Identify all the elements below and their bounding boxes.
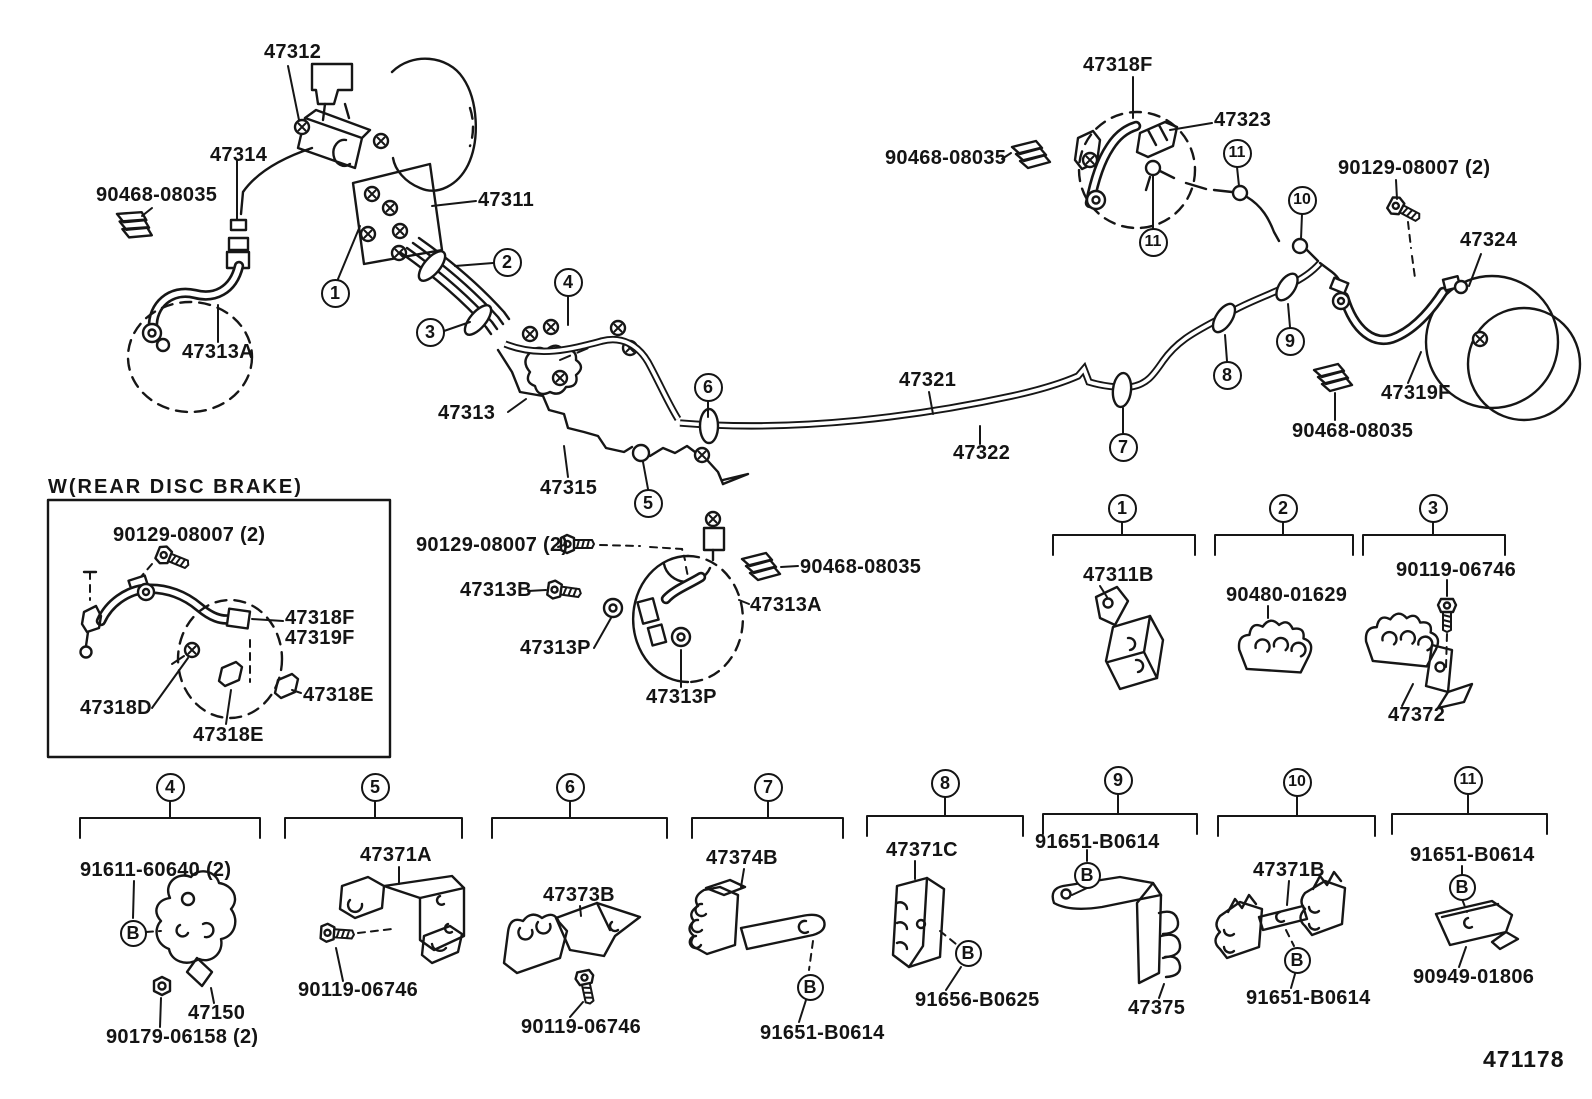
part-number-label: 91651-B0614 [1246,987,1371,1009]
callout-8: 8 [931,769,960,798]
rear-flex-hose-top-drawing [1002,77,1344,295]
part-number-label: 90179-06158 (2) [106,1026,259,1048]
callout-10: 10 [1283,768,1312,797]
part-number-label: 47311B [1083,564,1154,586]
part-number-label: 47371B [1253,859,1325,881]
b-marker: B [1074,862,1101,889]
callout-10: 10 [1288,186,1317,215]
part-number-label: 47319F [285,627,355,649]
part-number-label: 47321 [899,369,957,391]
part-number-label: 47311 [478,189,535,211]
part-number-label: 90129-08007 (2) [1338,157,1491,179]
part-number-label: 47323 [1214,109,1272,131]
part-number-label: 91651-B0614 [1035,831,1160,853]
part-number-label: 90468-08035 [1292,420,1414,442]
part-number-label: 47314 [210,144,268,166]
part-number-label: 90119-06746 [1396,559,1517,581]
b-marker: B [1449,874,1476,901]
callout-6: 6 [694,373,723,402]
legend-part-3-47372 [1362,580,1472,708]
part-number-label: 47313 [438,402,496,424]
part-number-label: 90119-06746 [521,1016,642,1038]
brake-booster-drawing [237,59,476,220]
part-number-label: 91656-B0625 [915,989,1040,1011]
part-number-label: 90468-08035 [96,184,218,206]
b-marker: B [1284,947,1311,974]
callout-5: 5 [361,773,390,802]
callout-8: 8 [1213,361,1242,390]
legend-part-9-47375 [1053,850,1180,998]
part-number-label: 47374B [706,847,778,869]
part-number-label: 47313P [520,637,591,659]
part-number-label: 47318E [193,724,264,746]
part-number-label: 47372 [1388,704,1446,726]
callout-6: 6 [556,773,585,802]
callout-9: 9 [1104,766,1133,795]
actuator-bracket-drawing [333,140,509,339]
part-number-label: 90949-01806 [1413,966,1535,988]
part-number-label: 47313B [460,579,532,601]
part-number-label: 47318E [303,684,374,706]
part-number-label: 47322 [953,442,1011,464]
part-number-label: 47371C [886,839,958,861]
callout-4: 4 [156,773,185,802]
part-number-label: 47150 [188,1002,246,1024]
inset-title: W(REAR DISC BRAKE) [48,476,303,498]
part-number-label: 91611-60640 (2) [80,859,232,881]
callout-11: 11 [1223,139,1252,168]
part-number-label: 90480-01629 [1226,584,1348,606]
part-number-label: 90468-08035 [800,556,922,578]
part-number-label: 47375 [1128,997,1186,1019]
callout-9: 9 [1276,327,1305,356]
legend-part-6-47373B [504,903,640,1017]
callout-5: 5 [634,489,663,518]
part-number-label: 47318D [80,697,152,719]
b-marker: B [120,920,147,947]
part-number-label: 47371A [360,844,432,866]
legend-part-10-47371B [1216,872,1346,988]
legend-part-5-47371A [320,867,464,981]
callout-2: 2 [493,248,522,277]
part-number-label: 47373B [543,884,615,906]
b-marker: B [797,974,824,1001]
part-number-label: 91651-B0614 [1410,844,1535,866]
callout-1: 1 [321,279,350,308]
part-number-label: 90129-08007 (2) [416,534,569,556]
part-number-label: 47313A [182,341,254,363]
part-number-label: 47318F [285,607,355,629]
part-number-label: 91651-B0614 [760,1022,885,1044]
legend-part-11-90949-01806 [1436,866,1518,967]
part-number-label: 90129-08007 (2) [113,524,266,546]
legend-part-2-90480-01629 [1236,606,1314,677]
callout-11: 11 [1139,228,1168,257]
part-number-label: 47324 [1460,229,1518,251]
part-number-label: 90468-08035 [885,147,1007,169]
legend-part-1-47311B [1096,586,1163,689]
callout-1: 1 [1108,494,1137,523]
part-number-label: 47313A [750,594,822,616]
callout-7: 7 [754,773,783,802]
callout-2: 2 [1269,494,1298,523]
part-number-label: 47313P [646,686,717,708]
part-number-label: 47312 [264,41,322,63]
part-number-label: 47315 [540,477,598,499]
part-number-label: 47318F [1083,54,1153,76]
callout-3: 3 [1419,494,1448,523]
part-number-label: 90119-06746 [298,979,419,1001]
callout-7: 7 [1109,433,1138,462]
callout-11: 11 [1454,766,1483,795]
figure-number: 471178 [1483,1046,1565,1072]
legend-part-8-47371C [893,861,961,990]
callout-3: 3 [416,318,445,347]
b-marker: B [955,940,982,967]
part-number-label: 47319F [1381,382,1451,404]
callout-4: 4 [554,268,583,297]
